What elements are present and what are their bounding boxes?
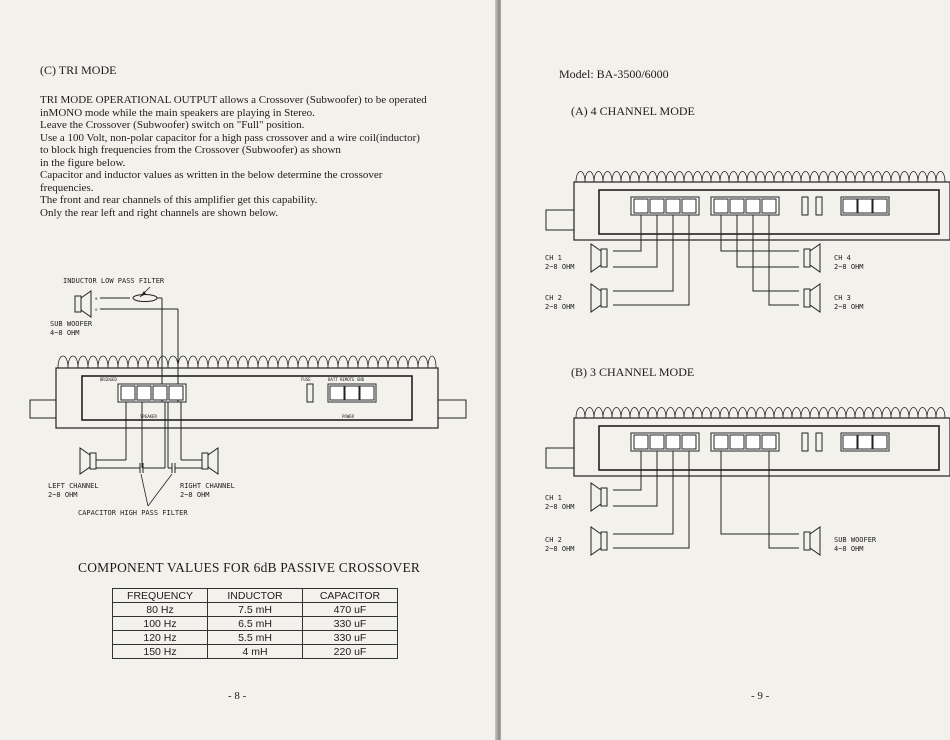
body-line: to block high frequencies from the Crossover (Subwoofer) as shown — [40, 144, 341, 156]
section-title: (C) TRI MODE — [40, 63, 117, 77]
svg-text:⊕: ⊕ — [95, 296, 98, 301]
ch2-ohm: 2~8 OHM — [545, 545, 575, 553]
table-cell: 330 uF — [303, 617, 398, 631]
bridged-label: BRIDGED — [100, 377, 117, 382]
three-channel-wiring-diagram — [501, 390, 950, 590]
component-values-title: COMPONENT VALUES FOR 6dB PASSIVE CROSSOVER — [78, 560, 421, 575]
inductor-coil — [133, 295, 157, 302]
inductor-label: INDUCTOR LOW PASS FILTER — [63, 277, 165, 285]
four-channel-wiring-diagram — [501, 150, 950, 350]
table-cell: 7.5 mH — [208, 603, 303, 617]
table-cell: 150 Hz — [113, 645, 208, 659]
page-number: - 8 - — [228, 690, 247, 702]
fuse-icon — [802, 197, 808, 215]
capacitor-label: CAPACITOR HIGH PASS FILTER — [78, 509, 188, 517]
ch4-speaker-icon — [804, 244, 820, 272]
ch1-speaker-icon — [591, 244, 607, 272]
left-channel-label: LEFT CHANNEL — [48, 482, 99, 490]
table-cell: 6.5 mH — [208, 617, 303, 631]
ch1-ohm: 2~8 OHM — [545, 503, 575, 511]
table-cell: 5.5 mH — [208, 631, 303, 645]
subwoofer-label: SUB WOOFER — [834, 536, 877, 544]
power-terminal-block — [841, 433, 889, 451]
table-cell: 120 Hz — [113, 631, 208, 645]
ch1-ohm: 2~8 OHM — [545, 263, 575, 271]
body-line: Only the rear left and right channels are shown below. — [40, 206, 279, 219]
speaker-terminal-block-front — [631, 433, 699, 451]
batt-label: BATT REMOTE GND — [328, 377, 365, 382]
table-cell: 330 uF — [303, 631, 398, 645]
fuse-icon — [802, 433, 808, 451]
tri-mode-wiring-diagram — [0, 260, 497, 530]
right-channel-speaker-icon — [202, 448, 218, 474]
ch1-speaker-icon — [591, 483, 607, 511]
subwoofer-label: SUB WOOFER — [50, 320, 93, 328]
power-label: POWER — [342, 414, 355, 419]
column-header: CAPACITOR — [303, 589, 398, 603]
left-channel-speaker-icon — [80, 448, 96, 474]
page-9 — [501, 0, 950, 740]
power-terminal-block — [328, 384, 376, 402]
fuse-icon — [307, 384, 313, 402]
body-line: inMONO mode while the main speakers are playing in Stereo. — [40, 106, 315, 119]
table-cell: 4 mH — [208, 645, 303, 659]
ch3-ohm: 2~8 OHM — [834, 303, 864, 311]
ch2-label: CH 2 — [545, 536, 562, 544]
speaker-terminal-block-rear — [711, 197, 779, 215]
body-line: Leave the Crossover (Subwoofer) switch on "Full" position. — [40, 119, 305, 131]
table-row — [113, 603, 398, 617]
ch4-ohm: 2~8 OHM — [834, 263, 864, 271]
body-line: TRI MODE OPERATIONAL OUTPUT allows a Crossover (Subwoofer) to be operated — [40, 94, 427, 106]
table-header-row — [113, 589, 398, 603]
ch3-label: CH 3 — [834, 294, 851, 302]
mode-a-title: (A) 4 CHANNEL MODE — [571, 104, 695, 118]
ch1-label: CH 1 — [545, 254, 562, 262]
model-title: Model: BA-3500/6000 — [559, 67, 669, 81]
table-row — [113, 631, 398, 645]
ch4-label: CH 4 — [834, 254, 851, 262]
fuse-icon — [816, 197, 822, 215]
ch2-speaker-icon — [591, 527, 607, 555]
speaker-label: SPEAKER — [140, 414, 157, 419]
svg-text:⊖: ⊖ — [95, 307, 98, 312]
speaker-terminal-block-front — [631, 197, 699, 215]
body-text — [40, 94, 427, 219]
table-cell: 220 uF — [303, 645, 398, 659]
fuse-label: FUSE — [301, 377, 311, 382]
body-line: in the figure below. — [40, 156, 126, 169]
left-channel-ohm: 2~8 OHM — [48, 491, 78, 499]
mode-b-title: (B) 3 CHANNEL MODE — [571, 365, 695, 379]
subwoofer-ohm: 4~8 OHM — [834, 545, 864, 553]
subwoofer-ohm: 4~8 OHM — [50, 329, 80, 337]
ch3-speaker-icon — [804, 284, 820, 312]
table-row — [113, 617, 398, 631]
fuse-icon — [816, 433, 822, 451]
power-terminal-block — [841, 197, 889, 215]
ch2-speaker-icon — [591, 284, 607, 312]
table-cell: 80 Hz — [113, 603, 208, 617]
column-header: INDUCTOR — [208, 589, 303, 603]
ch2-label: CH 2 — [545, 294, 562, 302]
ch2-ohm: 2~8 OHM — [545, 303, 575, 311]
body-line: Capacitor and inductor values as written in the below determine the crossover — [40, 169, 383, 181]
right-channel-ohm: 2~8 OHM — [180, 491, 210, 499]
body-line: frequencies. — [40, 181, 94, 194]
table-cell: 470 uF — [303, 603, 398, 617]
subwoofer-speaker-icon — [804, 527, 820, 555]
subwoofer-speaker-icon — [75, 291, 91, 317]
table-cell: 100 Hz — [113, 617, 208, 631]
right-channel-label: RIGHT CHANNEL — [180, 482, 235, 490]
body-line: Use a 100 Volt, non-polar capacitor for a high pass crossover and a wire coil(inductor) — [40, 131, 420, 144]
table-row — [113, 645, 398, 659]
column-header: FREQUENCY — [113, 589, 208, 603]
crossover-values-table — [112, 588, 398, 659]
speaker-terminal-block — [118, 384, 186, 402]
ch1-label: CH 1 — [545, 494, 562, 502]
page-number: - 9 - — [751, 690, 770, 702]
body-line: The front and rear channels of this amplifier get this capability. — [40, 194, 318, 206]
speaker-terminal-block-rear — [711, 433, 779, 451]
